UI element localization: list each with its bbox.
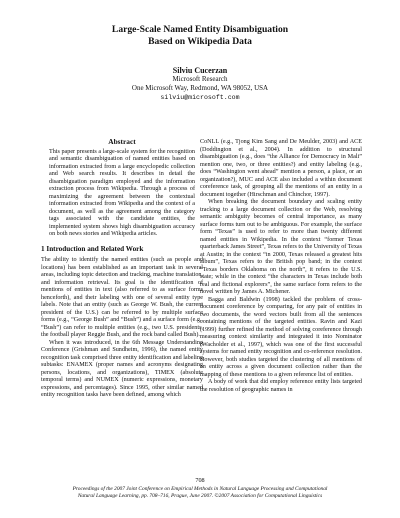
intro-paragraph-1: The ability to identify the named entities (such as people and locations) has been established as an important task in several areas, including topic detection and tracking, machine translation, and information retrieval. Its goal is the identification of mentions of entities in text (also referred to as surface forms henceforth), and their labeling with one of several entity type labels. Note that an entity (such as George W. Bush, the current president of the U.S.) can be referred to by multiple surface forms (e.g., “George Bush” and “Bush”) and a surface form (e.g., “Bush”) can refer to multiple entities (e.g., two U.S. presidents, the football player Reggie Bush, and the rock band called Bush). — [41, 257, 203, 338]
author-email: silviu@microsoft.com — [160, 94, 240, 101]
intro-paragraph-6: A body of work that did employ reference entity lists targeted the resolution of geographic names in — [200, 379, 362, 393]
author-address: One Microsoft Way, Redmond, WA 98052, USA — [131, 84, 269, 92]
proceedings-footer — [40, 486, 360, 499]
author-affiliation: Microsoft Research — [172, 75, 228, 83]
paper-title — [40, 24, 360, 48]
page-number: 708 — [195, 477, 205, 484]
abstract-text: This paper presents a large-scale system for the recognition and semantic disambiguation of named entities based on information extracted from a large encyclopedic collection and Web search results. It describes in detail the disambiguation paradigm employed and the information extraction process from Wikipedia. Through a process of maximizing the agreement between the contextual information extracted from Wikipedia and the context of a document, as well as the agreement among the category tags associated with the candidate entities, the implemented system shows high disambiguation accuracy on both news stories and Wikipedia articles. — [49, 148, 195, 237]
author-block — [40, 66, 360, 102]
intro-paragraph-4: When breaking the document boundary and scaling entity tracking to a large document collection or the Web, resolving semantic ambiguity becomes of central importance, as many surface forms turn out to be ambiguous. For example, the surface form “Texas” is used to refer to more than twenty different named entities in Wikipedia. In the context “former Texas quarterback James Street”, Texas refers to the University of Texas at Austin; in the context “in 2000, Texas released a greatest hits album”, Texas refers to the British pop band; in the context “Texas borders Oklahoma on the north”, it refers to the U.S. state; while in the context “the characters in Texas include both real and fictional explorers”, the same surface form refers to the novel written by James A. Michener. — [200, 199, 362, 295]
title-line-2: Based on Wikipedia Data — [148, 36, 252, 47]
right-column — [200, 139, 362, 394]
section-1-heading: 1 Introduction and Related Work — [41, 244, 144, 253]
left-column — [41, 138, 203, 400]
intro-paragraph-5: Bagga and Baldwin (1998) tackled the problem of cross-document coreference by comparing, for any pair of entities in two documents, the word vectors built from all the sentences containing mentions of the targeted entities. Ravin and Kazi (1999) further refined the method of solving coreference through measuring context similarity and integrated it into Nominator (Wacholder et al., 1997), which was one of the first successful systems for named entity recognition and co-reference resolution. However, both studies targeted the clustering of all mentions of an entity across a given document collection rather than the mapping of these mentions to a given reference list of entities. — [200, 296, 362, 378]
author-name: Silviu Cucerzan — [172, 66, 228, 75]
intro-paragraph-2: When it was introduced, in the 6th Message Understanding Conference (Grishman and Sundheim, 1996), the named entity recognition task comprised three entity identification and labeling subtasks: ENAMEX (proper names and acronyms designating persons, locations, and organizations), TIMEX (absolute temporal terms) and NUMEX (numeric expressions, monetary expressions, and percentages). Since 1995, other similar named entity recognition tasks have been defined, among which — [41, 339, 203, 398]
footer-line-1: Proceedings of the 2007 Joint Conference on Empirical Methods in Natural Language Processing and Computational — [72, 486, 328, 492]
title-line-1: Large-Scale Named Entity Disambiguation — [111, 24, 289, 35]
intro-paragraph-3: CoNLL (e.g., Tjong Kim Sang and De Meulder, 2003) and ACE (Doddington et al., 2004). In addition to structural disambiguation (e.g., does “the Alliance for Democracy in Mali” mention one, two, or three entities?) and entity labeling (e.g., does “Washington went ahead” mention a person, a place, or an organization?), MUC and ACE also included a within document coreference task, of grouping all the mentions of an entity in a document together (Hirschman and Chinchor, 1997). — [200, 139, 362, 198]
footer-line-2: Natural Language Learning, pp. 708–716, Prague, June 2007. ©2007 Association for Computational Linguistics — [77, 492, 323, 499]
abstract-heading: Abstract — [108, 137, 136, 146]
